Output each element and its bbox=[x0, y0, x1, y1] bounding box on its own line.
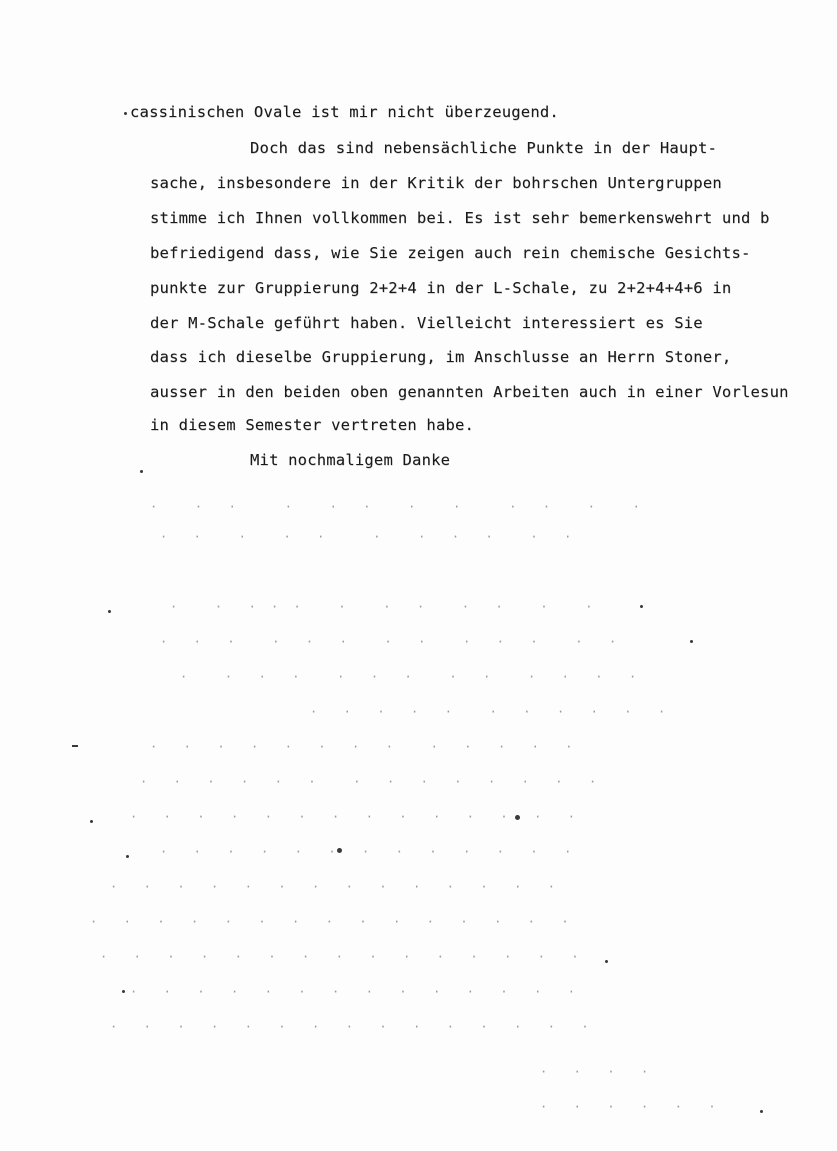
bleed-through-row: · · · · · · · · · · · bbox=[160, 530, 576, 544]
letter-line-4: stimme ich Ihnen vollkommen bei. Es ist sehr bemerkenswehrt und b bbox=[150, 209, 770, 227]
letter-line-1: cassinischen Ovale ist mir nicht überzeugend. bbox=[130, 103, 559, 121]
bleed-through-row: · · · · · · · · · · · · · bbox=[180, 670, 641, 684]
letter-line-9: ausser in den beiden oben genannten Arbeiten auch in einer Vorlesun bbox=[150, 383, 789, 401]
bleed-through-row: · · · · bbox=[540, 1065, 653, 1079]
scan-speck bbox=[126, 855, 129, 858]
scan-speck bbox=[90, 820, 93, 823]
scan-speck bbox=[760, 1110, 763, 1113]
letter-line-10: in diesem Semester vertreten habe. bbox=[150, 416, 475, 434]
letter-line-2: Doch das sind nebensächliche Punkte in der Haupt- bbox=[250, 139, 718, 157]
bleed-through-row: · · · · · · · · · · · · · · · bbox=[100, 950, 583, 964]
bleed-through-row: · · · · · · · · · · · · bbox=[150, 500, 644, 514]
bleed-through-row: · · · · · · · · · · · · · bbox=[160, 635, 621, 649]
scan-speck bbox=[122, 990, 125, 993]
bleed-through-row: · · · · · · · · · · · · · bbox=[160, 845, 576, 859]
letter-line-6: punkte zur Gruppierung 2+2+4 in der L-Schale, zu 2+2+4+4+6 in bbox=[150, 279, 732, 297]
scan-speck bbox=[72, 745, 78, 747]
bleed-through-row: · · · · · · bbox=[540, 1100, 720, 1114]
scan-speck bbox=[605, 960, 608, 963]
bleed-through-row: · · · · · · · · · · · bbox=[310, 705, 670, 719]
scan-speck bbox=[108, 610, 111, 613]
letter-line-3: sache, insbesondere in der Kritik der bohrschen Untergruppen bbox=[150, 174, 722, 192]
scan-speck bbox=[124, 112, 127, 115]
letter-line-8: dass ich dieselbe Gruppierung, im Anschlusse an Herrn Stoner, bbox=[150, 348, 732, 366]
bleed-through-row: · · · · · · · · · · · · · · bbox=[110, 880, 559, 894]
bleed-through-row: · · · · · · · · · · · · · · bbox=[140, 775, 601, 789]
bleed-through-row: · · · · · · · · · · · · · · bbox=[130, 810, 579, 824]
bleed-through-row: · · · · · · · · · · · · · · · bbox=[110, 1020, 593, 1034]
bleed-through-row: · · · · · · · · · · · · · · bbox=[130, 985, 579, 999]
bleed-through-row: · · · · · · · · · · · · bbox=[170, 600, 597, 614]
scan-speck bbox=[140, 470, 143, 473]
bleed-through-row: · · · · · · · · · · · · · · · bbox=[90, 915, 573, 929]
letter-line-5: befriedigend dass, wie Sie zeigen auch rein chemische Gesichts- bbox=[150, 244, 751, 262]
letter-line-7: der M-Schale geführt haben. Vielleicht interessiert es Sie bbox=[150, 314, 703, 332]
bleed-through-row: · · · · · · · · · · · · · bbox=[150, 740, 577, 754]
scan-speck bbox=[640, 605, 643, 608]
letter-line-11: Mit nochmaligem Danke bbox=[250, 451, 451, 469]
scan-speck bbox=[690, 640, 693, 643]
